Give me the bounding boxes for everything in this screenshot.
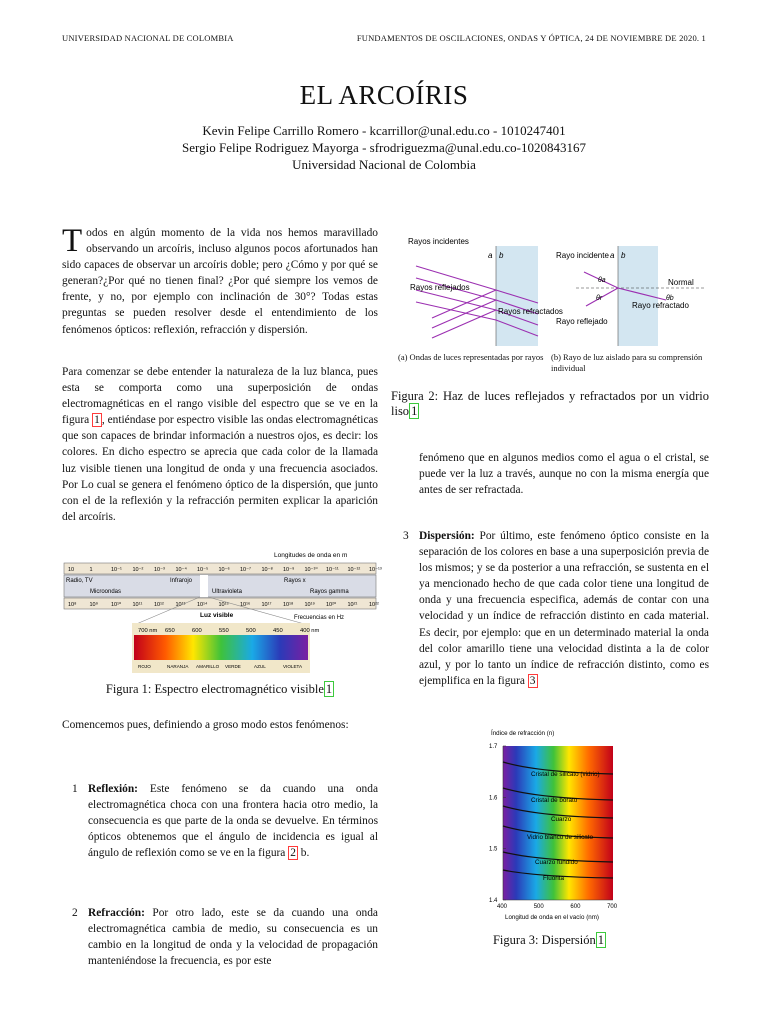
band-label: Microondas: [90, 589, 122, 595]
intro-text: odos en algún momento de la vida nos hemos maravillado observando un arcoíris, incluso algunos pocos afortunados han sido capaces de observar un arcoíris doble; pero ¿Cómo y por qué se generan?¿Por qué no tienen final? ¿Por qué siempre los vemos de frente, y no, por ejemplo con inclinación de 30°? Todas estas preguntas se pueden resolver desde el entendimiento de los fenómenos ópticos: reflexión, refracción y dispersión.: [62, 227, 378, 336]
wavelength-tick: 10⁻¹²: [347, 567, 361, 573]
wavelength-tick: 10⁻⁹: [283, 567, 295, 573]
wavelength-tick: 10⁻⁵: [197, 567, 209, 573]
list-item-dispersion: [403, 528, 709, 689]
nm-tick: 650: [165, 628, 175, 634]
figure-3-citation[interactable]: 1: [597, 933, 605, 947]
nm-tick: 500: [246, 628, 256, 634]
author-line-1: Kevin Felipe Carrillo Romero - kcarrillor@unal.edu.co - 1010247401: [202, 123, 566, 138]
label-b-right: b: [621, 251, 626, 260]
fig3-curve-label: Cristal de borato: [531, 797, 578, 804]
wavelength-tick: 10⁻¹¹: [326, 567, 339, 573]
color-name: NARANJA: [167, 664, 189, 669]
wavelength-tick: 10⁻¹³: [369, 567, 382, 573]
band-label: Rayos x: [284, 578, 306, 584]
color-name: VIOLETA: [283, 664, 303, 669]
label-reflected-ray: Rayo reflejado: [556, 317, 608, 326]
fig3-x-tick: 700: [607, 904, 618, 910]
figure-2-caption-text: Figura 2: Haz de luces reflejados y refractados por un vidrio liso: [391, 389, 709, 418]
label-incident-ray: Rayo incidente: [556, 251, 609, 260]
nm-tick: 600: [192, 628, 202, 634]
visible-rainbow: [134, 635, 308, 660]
fig3-curve-label: Cuarzo: [551, 816, 572, 823]
figure-3-caption: [477, 933, 622, 948]
item-term: Refracción:: [88, 907, 145, 919]
frequency-tick: 10¹³: [175, 602, 186, 608]
wavelength-tick: 10: [68, 567, 75, 573]
frequency-tick: 10¹¹: [132, 602, 143, 608]
list-item-reflexion: [72, 781, 378, 861]
color-name: VERDE: [225, 664, 241, 669]
figure-2-caption: [391, 389, 709, 419]
band-label: Infrarojo: [170, 578, 193, 584]
wavelength-tick: 10⁻³: [154, 567, 165, 573]
drop-cap: T: [62, 223, 83, 259]
fig3-ylabel: Índice de refracción (n): [491, 730, 555, 737]
item-text: Por otro lado, este se da cuando una onda electromagnética cambia de medio, su consecuencia es un cambio en la longitud de onda y la velocidad de propagación manteniéndose la frecuencia, es por este: [88, 907, 378, 968]
item-number: 2: [72, 907, 78, 919]
wavelength-tick: 10⁻²: [132, 567, 144, 573]
figure-1-spectrum: [62, 549, 382, 673]
frequency-tick: 10¹⁶: [240, 602, 251, 608]
frequency-ticks: [68, 601, 379, 608]
item-text: Este fenómeno se da cuando una onda electromagnética choca con una frontera hacia otro medio, la consecuencia es que parte de la onda se devuelve. En términos ópticos obtenemos que el ángulo de incidencia es igual al ángulo de reflexión como se ve en la figura: [88, 783, 378, 860]
label-b-left: b: [499, 251, 504, 260]
author-line-2: Sergio Felipe Rodriguez Mayorga - sfrodriguezma@unal.edu.co-1020843167: [182, 140, 586, 155]
fig3-y-tick: 1.5: [489, 846, 498, 853]
label-reflected-rays: Rayos reflejados: [410, 283, 470, 292]
figure-3-dispersion: [477, 728, 622, 924]
wavelength-tick: 10⁻⁷: [240, 567, 252, 573]
fig3-x-tick: 400: [497, 904, 508, 910]
wavelength-tick: 1: [89, 567, 93, 573]
paragraph-spectrum: [62, 364, 378, 525]
item-text-end: b.: [297, 847, 310, 860]
fig3-y-tick: 1.6: [489, 795, 498, 802]
figure-1-link[interactable]: 1: [94, 414, 100, 427]
color-name: AZUL: [254, 664, 266, 669]
color-name: AMARILLO: [196, 664, 220, 669]
label-theta-b: θb: [666, 295, 674, 302]
color-name: ROJO: [138, 664, 151, 669]
para2-text-a: Para comenzar se debe entender la naturaleza de la luz blanca, pues esta se comporta como una superposición de ondas electromagnéticas en el rango visible del espectro que se ve en la figura: [62, 366, 378, 427]
figure-1-citation[interactable]: 1: [325, 682, 333, 696]
label-refracted-ray: Rayo refractado: [632, 301, 689, 310]
fig3-xlabel: Longitud de onda en el vacío (nm): [505, 914, 599, 921]
visible-label: Luz visible: [200, 612, 234, 619]
frequency-tick: 10⁹: [89, 602, 98, 608]
figure-3-caption-text: Figura 3: Dispersión: [492, 933, 596, 947]
wavelength-tick: 10⁻⁴: [175, 567, 187, 573]
wavelength-tick: 10⁻⁸: [261, 567, 273, 573]
frequency-tick: 10¹⁹: [304, 602, 315, 608]
nm-tick: 400 nm: [300, 628, 320, 634]
label-normal: Normal: [668, 278, 694, 287]
fig3-curve-label: Cristal de silicato (vidrio): [531, 771, 600, 778]
nm-tick: 700 nm: [138, 628, 158, 634]
fig3-x-tick: 600: [570, 904, 581, 910]
frequency-tick: 10¹⁰: [111, 602, 122, 608]
figure-1-caption-text: Figura 1: Espectro electromagnético visible: [105, 682, 324, 696]
fig3-x-tick: 500: [533, 904, 544, 910]
item-number: 1: [72, 783, 78, 795]
item-number: 3: [403, 530, 409, 542]
fig3-x-ticks: [497, 904, 618, 910]
band-label: Rayos gamma: [310, 589, 349, 595]
frequency-tick: 10¹⁸: [283, 602, 294, 608]
label-theta-r: θr: [596, 295, 603, 302]
frequency-tick: 10⁸: [68, 602, 77, 608]
label-a-left: a: [488, 251, 493, 260]
frequency-label: Frecuencias en Hz: [294, 615, 345, 621]
nm-tick: 450: [273, 628, 283, 634]
label-refracted-rays: Rayos refractados: [498, 307, 563, 316]
wavelength-tick: 10⁻¹: [111, 567, 122, 573]
wavelength-axis-title: Longitudes de onda en m: [274, 552, 348, 559]
label-incident-rays: Rayos incidentes: [408, 237, 469, 246]
label-a-right: a: [610, 251, 615, 260]
item-term: Dispersión:: [419, 530, 475, 542]
fig3-curve-label: Vidrio blanco de silicato: [527, 834, 594, 841]
paragraph-continuation: fenómeno que en algunos medios como el agua o el cristal, se puede ver la luz a través, aunque no con la misma energía que antes de ser refractada.: [419, 452, 709, 497]
running-header-right: FUNDAMENTOS DE OSCILACIONES, ONDAS Y ÓPTICA, 24 DE NOVIEMBRE DE 2020. 1: [356, 33, 706, 43]
fig3-curve-label: Cuarzo fundido: [535, 859, 578, 866]
frequency-tick: 10²⁰: [326, 602, 337, 608]
figure-3-link[interactable]: 3: [529, 674, 536, 687]
band-label: Radio, TV: [66, 578, 93, 584]
fig3-y-tick: 1.4: [489, 897, 498, 904]
affiliation: Universidad Nacional de Colombia: [292, 157, 476, 172]
figure-2b-subcaption: (b) Rayo de luz aislado para su comprensión individual: [551, 352, 703, 373]
visible-gap: [200, 575, 208, 597]
item-term: Reflexión:: [88, 783, 138, 795]
frequency-tick: 10²¹: [347, 602, 358, 608]
figure-2-rays: [398, 228, 708, 348]
fig3-curve-label: Fluorita: [543, 875, 564, 882]
paragraph-phenomena: Comencemos pues, definiendo a groso modo estos fenómenos:: [62, 719, 349, 731]
fig3-y-tick: 1.7: [489, 744, 498, 750]
nm-tick: 550: [219, 628, 229, 634]
frequency-tick: 10¹⁵: [218, 602, 229, 608]
wavelength-ticks: [68, 566, 382, 573]
wavelength-tick: 10⁻⁶: [218, 567, 230, 573]
frequency-tick: 10²²: [369, 602, 379, 608]
label-theta-a: θa: [598, 277, 606, 284]
item-text: Por último, este fenómeno óptico consiste en la separación de los colores en base a una superposición previa de los mismos; y se da posterior a una refracción, se sustenta en el ya mencionado hecho de que cada color tiene una longitud de onda y una frecuencia especifica, además de contar con una velocidad y un índice de refracción distinto en cada material. Es decir, por ejemplo: que en un determinado material la onda del color amarillo tiene una velocidad distinta a la de color azul, y por lo tanto un índice de refracción distinto, como es ejemplifica en la figura: [419, 530, 709, 687]
band-label: Ultravioleta: [212, 589, 243, 595]
page-title: EL ARCOÍRIS: [299, 80, 469, 110]
frequency-tick: 10¹⁷: [261, 602, 272, 608]
figure-1-caption: [62, 682, 378, 697]
para2-text-b: , entiéndase por espectro visible las ondas electromagnéticas que son capaces de brindar información a nuestros ojos, es decir: los colores. En dicho espectro se aprecia que cada color de la llamada luz visible tienen una longitud de onda y una frecuencia asociados. Por Lo cual se genera el fenómeno óptico de la dispersión, que junto con el de la reflexión y la refracción permiten explicar la aparición del arcoíris.: [62, 414, 379, 523]
list-item-refraccion: [72, 905, 378, 969]
running-header-left: UNIVERSIDAD NACIONAL DE COLOMBIA: [62, 33, 234, 43]
intro-paragraph: [62, 225, 378, 338]
figure-2a-subcaption: (a) Ondas de luces representadas por rayos: [398, 352, 544, 362]
figure-2-citation[interactable]: 1: [411, 404, 418, 418]
wavelength-tick: 10⁻¹⁰: [304, 567, 318, 573]
figure-2-link[interactable]: 2: [290, 847, 296, 860]
frequency-tick: 10¹²: [154, 602, 164, 608]
frequency-tick: 10¹⁴: [197, 602, 208, 608]
